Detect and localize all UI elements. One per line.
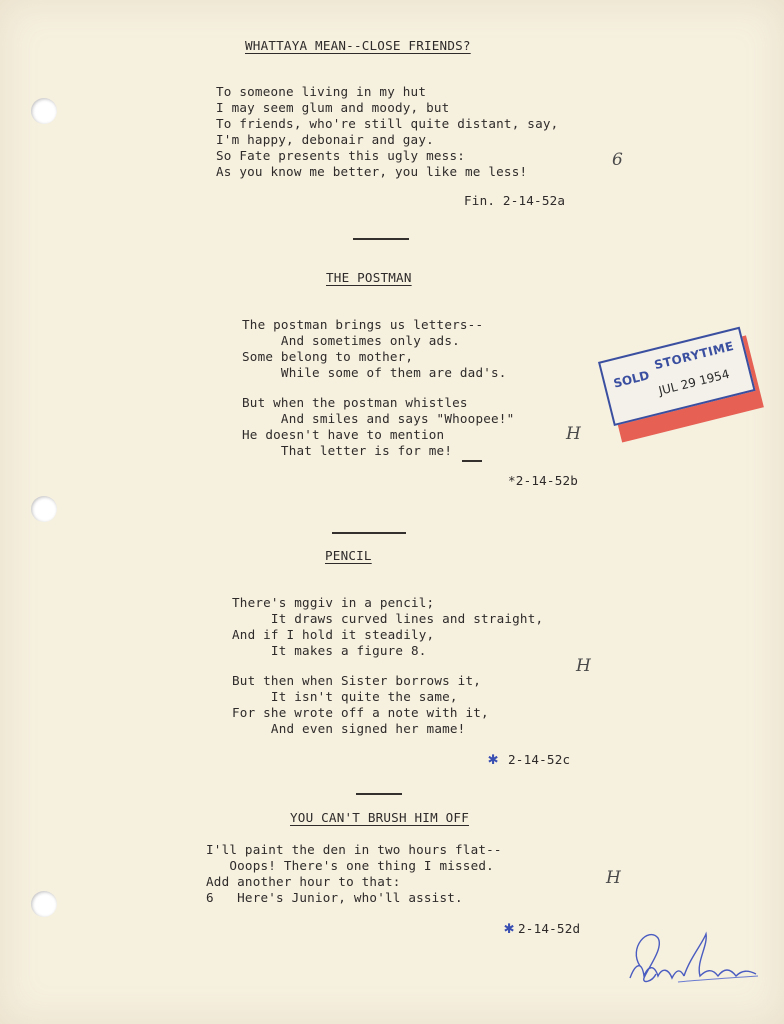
poem-line: As you know me better, you like me less!	[216, 164, 528, 179]
margin-mark: H	[576, 656, 591, 676]
poem-line: And even signed her mame!	[232, 721, 466, 736]
poem-line: 6 Here's Junior, who'll assist.	[206, 890, 463, 905]
poem-line: To friends, who're still quite distant, say,	[216, 116, 559, 131]
poem-title: YOU CAN'T BRUSH HIM OFF	[290, 810, 469, 825]
poem-code: 2-14-52d	[518, 921, 581, 936]
poem-code: *2-14-52b	[508, 473, 579, 488]
poem-line: For she wrote off a note with it,	[232, 705, 489, 720]
binder-hole	[31, 891, 57, 917]
poem-title: THE POSTMAN	[326, 270, 412, 285]
poem-line: And smiles and says "Whoopee!"	[242, 411, 515, 426]
handwritten-signature	[618, 918, 768, 998]
poem-line: I'm happy, debonair and gay.	[216, 132, 434, 147]
margin-mark: 6	[612, 150, 623, 170]
poem-line: To someone living in my hut	[216, 84, 427, 99]
poem-line: I may seem glum and moody, but	[216, 100, 450, 115]
poem-line: And if I hold it steadily,	[232, 627, 435, 642]
margin-mark: H	[606, 868, 621, 888]
poem-title: PENCIL	[325, 548, 372, 563]
asterisk-mark-icon: ✱	[504, 918, 515, 938]
poem-line: Ooops! There's one thing I missed.	[206, 858, 494, 873]
poem-line: And sometimes only ads.	[242, 333, 460, 348]
poem-line: There's mggiv in a pencil;	[232, 595, 435, 610]
poem-line: It makes a figure 8.	[232, 643, 427, 658]
poem-line: But then when Sister borrows it,	[232, 673, 482, 688]
asterisk-mark-icon: ✱	[488, 749, 499, 769]
section-divider	[332, 532, 406, 534]
poem-line: Add another hour to that:	[206, 874, 401, 889]
poem-line: While some of them are dad's.	[242, 365, 507, 380]
poem-code: Fin. 2-14-52a	[464, 193, 566, 208]
poem-line: It draws curved lines and straight,	[232, 611, 544, 626]
binder-hole	[31, 496, 57, 522]
poem-line: Some belong to mother,	[242, 349, 414, 364]
poem-line: So Fate presents this ugly mess:	[216, 148, 466, 163]
sold-storytime-stamp: SOLD STORYTIME JUL 29 1954	[598, 327, 758, 434]
binder-hole	[31, 98, 57, 124]
poem-line: It isn't quite the same,	[232, 689, 458, 704]
poem-line: He doesn't have to mention	[242, 427, 445, 442]
margin-mark: H	[566, 424, 581, 444]
word-underline	[462, 460, 482, 462]
poem-line: The postman brings us letters--	[242, 317, 484, 332]
poem-line: But when the postman whistles	[242, 395, 468, 410]
section-divider	[353, 238, 409, 240]
poem-title: WHATTAYA MEAN--CLOSE FRIENDS?	[245, 38, 471, 53]
poem-line: I'll paint the den in two hours flat--	[206, 842, 502, 857]
poem-line: That letter is for me!	[242, 443, 453, 458]
section-divider	[356, 793, 402, 795]
poem-code: 2-14-52c	[508, 752, 571, 767]
